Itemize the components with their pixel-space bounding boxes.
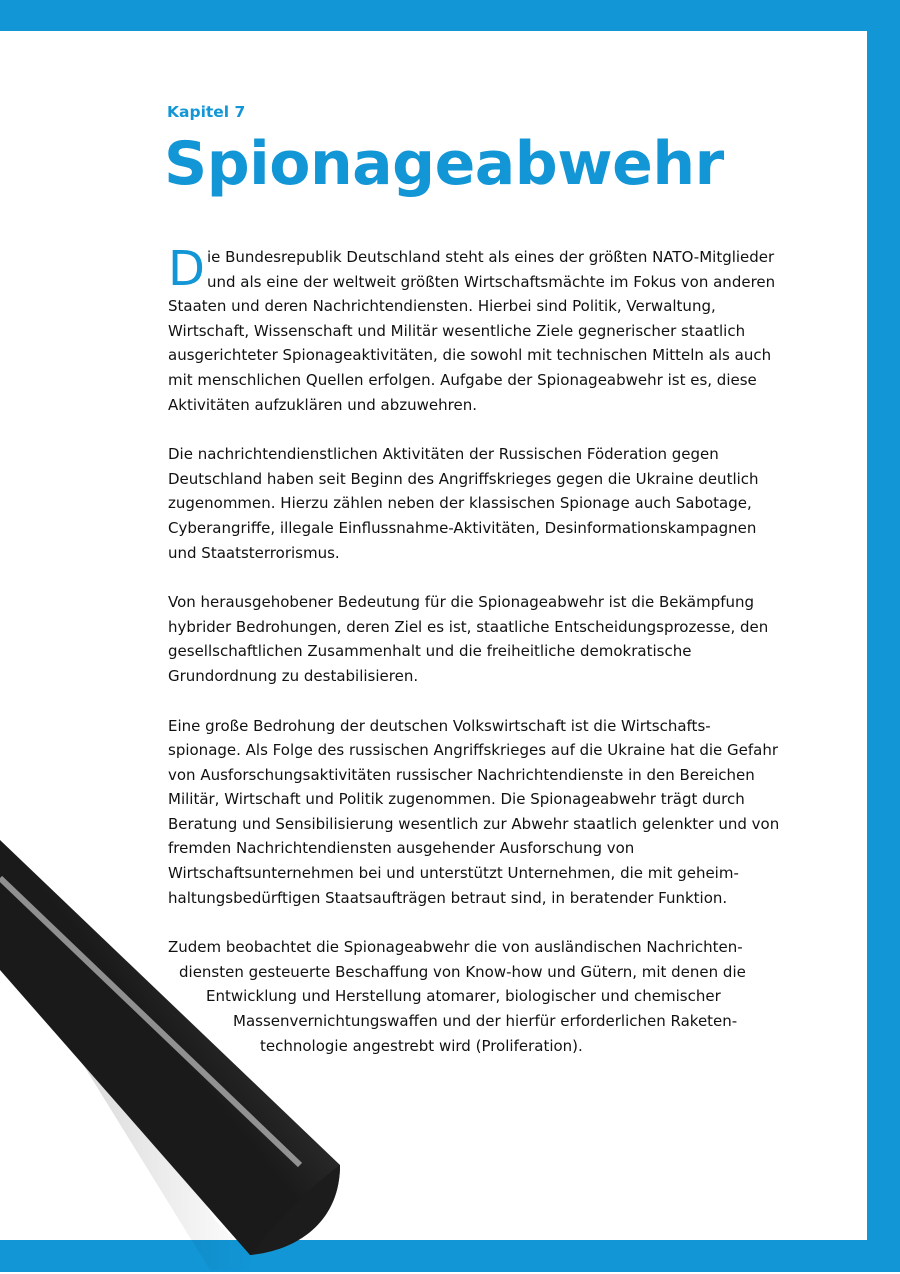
- paragraph-1-text: ie Bundesrepublik Deutschland steht als eines der größten NATO-Mitglieder und als eine der weltweit größten Wirtschaftsmächte im Fokus von anderen Staaten und deren Nachrichtendiensten. Hierbei sind Politik, Verwaltung, Wirtschaft, Wissenschaft und Militär wesentliche Ziele gegnerischer staatlich ausgerichteter Spionageaktivitäten, die sowohl mit technischen Mitteln als auch mit menschlichen Quellen erfolgen. Aufgabe der Spionageabwehr ist es, diese Aktivitäten aufzuklären und abzuwehren.: [168, 248, 776, 414]
- paragraph-3: Von herausgehobener Bedeutung für die Spionageabwehr ist die Bekämpfung hybrider Bedrohungen, deren Ziel es ist, staatliche Entscheidungsprozesse, den gesellschaftlichen Zusammenhalt und die freiheitliche demokratische Grundordnung zu destabilisieren.: [168, 593, 769, 685]
- paragraph-1: [168, 241, 780, 417]
- decorative-pipe-graphic: [0, 820, 360, 1270]
- paragraph-5-line: Massenvernichtungswaffen und der hierfür erforderlichen Raketen-: [233, 1012, 738, 1031]
- frame-top-bar: [0, 0, 900, 31]
- paragraph-5-line: diensten gesteuerte Beschaffung von Know-how und Gütern, mit denen die: [179, 962, 746, 981]
- page-title: Spionageabwehr: [164, 129, 724, 199]
- pipe-illustration: [0, 820, 360, 1270]
- chapter-label: Kapitel 7: [167, 103, 246, 121]
- paragraph-5-line: Zudem beobachtet die Spionageabwehr die von ausländischen Nachrichten-: [168, 938, 743, 957]
- frame-right-bar: [867, 0, 900, 1272]
- paragraph-5-line: technologie angestrebt wird (Proliferation).: [260, 1036, 583, 1055]
- paragraph-4: Eine große Bedrohung der deutschen Volkswirtschaft ist die Wirtschafts-spionage. Als Folge des russischen Angriffskrieges auf die Ukraine hat die Gefahr von Ausforschungsaktivitäten russischer Nachrichtendienste in den Bereichen Militär, Wirtschaft und Politik zugenommen. Die Spionageabwehr trägt durch Beratung und Sensibilisierung wesentlich zur Abwehr staatlich gelenkter und von fremden Nachrichtendiensten ausgehender Ausforschung von Wirtschaftsunternehmen bei und unterstützt Unternehmen, die mit geheim-haltungsbedürftigen Staatsaufträgen betraut sind, in beratender Funktion.: [168, 716, 780, 907]
- paragraph-5-line: Entwicklung und Herstellung atomarer, biologischer und chemischer: [206, 987, 721, 1006]
- drop-cap: D: [168, 241, 205, 297]
- paragraph-2: Die nachrichtendienstlichen Aktivitäten der Russischen Föderation gegen Deutschland haben seit Beginn des Angriffskrieges gegen die Ukraine deutlich zugenommen. Hierzu zählen neben der klassischen Spionage auch Sabotage, Cyberangriffe, illegale Einflussnahme-Aktivitäten, Desinformationskampagnen und Staatsterrorismus.: [168, 445, 759, 562]
